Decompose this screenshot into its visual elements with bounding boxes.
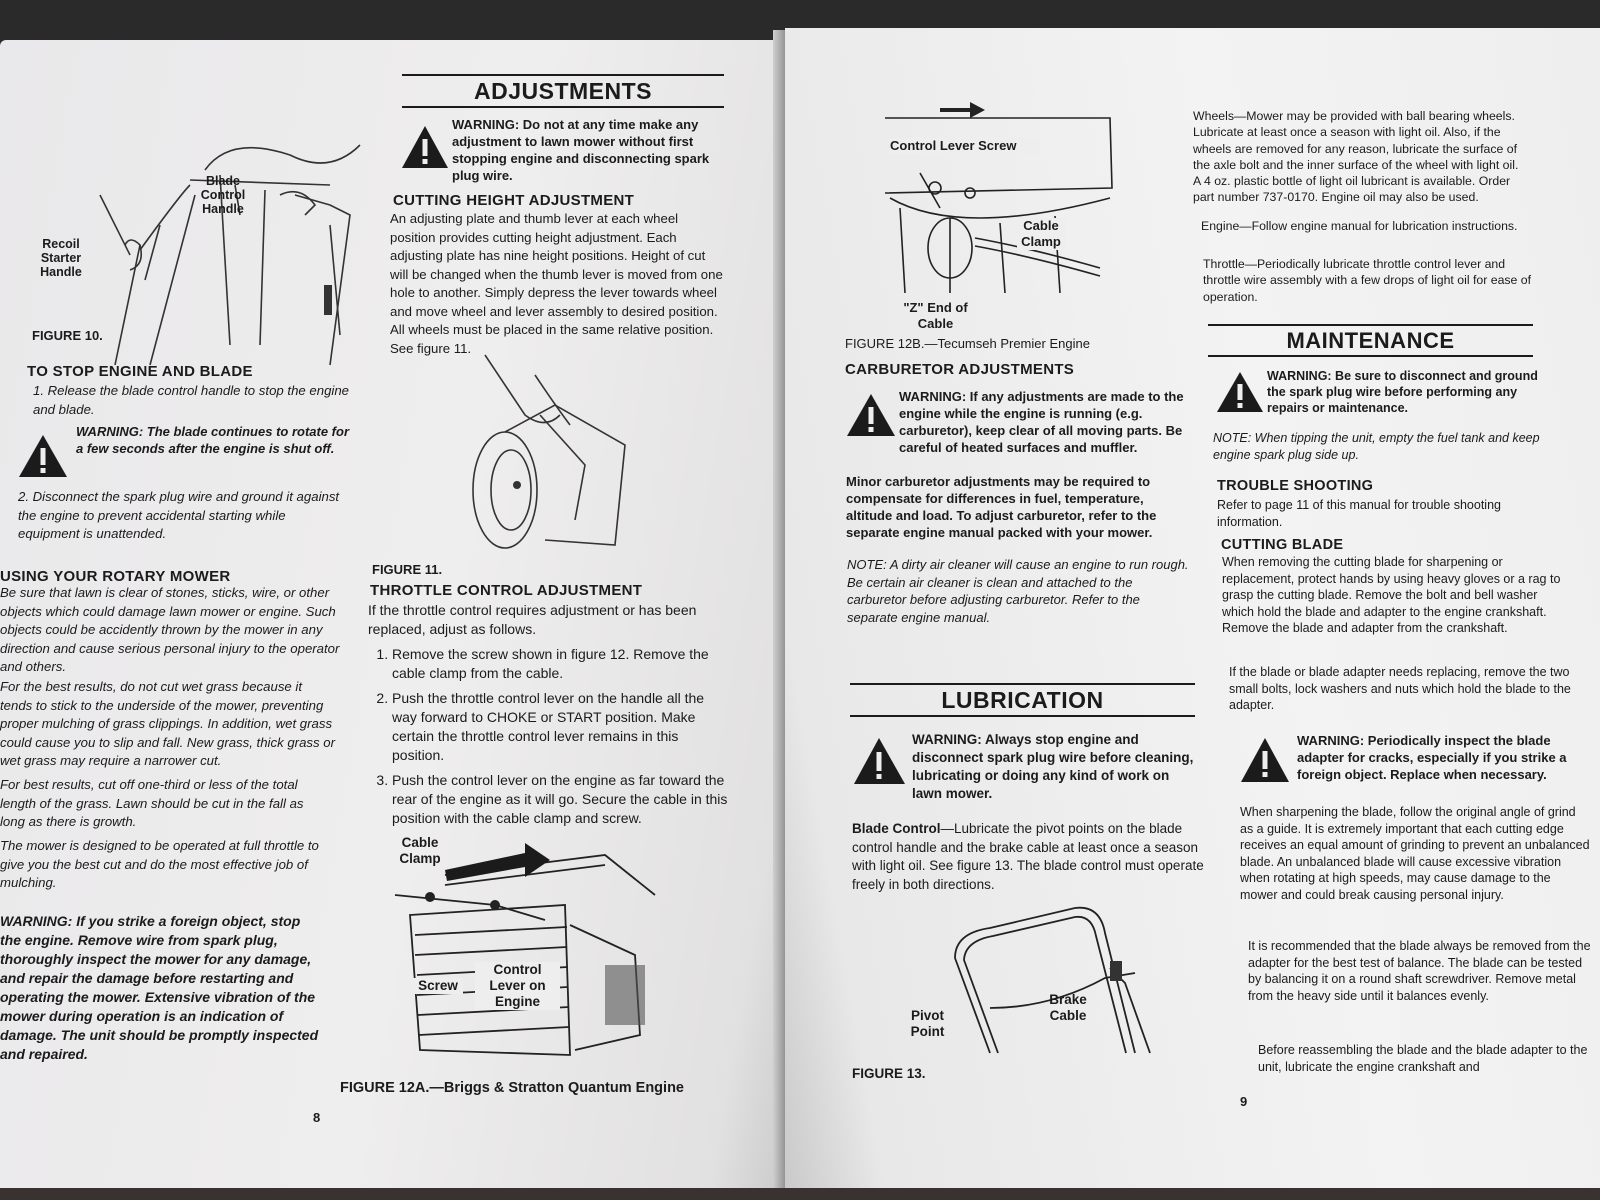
figure-11-caption: FIGURE 11. xyxy=(372,562,443,577)
lubrication-banner: LUBRICATION xyxy=(850,683,1195,717)
carburetor-note: NOTE: A dirty air cleaner will cause an engine to run rough. Be certain air cleaner is clean and attached to the carburetor before adjusting carburetor. Refer to the separate engine manual. xyxy=(847,557,1189,625)
throttle-steps xyxy=(372,645,732,834)
label-control-lever-screw: Control Lever Screw xyxy=(890,138,1040,154)
adjustments-banner: ADJUSTMENTS xyxy=(402,74,724,108)
cutting-blade-paragraph-2: If the blade or blade adapter needs replacing, remove the two small bolts, lock washers and nuts which hold the blade to the adapter. xyxy=(1229,665,1571,712)
arrow-right-icon xyxy=(940,102,985,118)
stop-step-1: 1. Release the blade control handle to stop the engine and blade. xyxy=(33,383,349,417)
throttle-step-2: 2. Push the throttle control lever on the handle all the way forward to CHOKE or START position. Make certain the throttle control lever remains in this position. xyxy=(392,689,732,765)
figure-10-caption: FIGURE 10. xyxy=(32,328,103,343)
rotary-paragraph-1: Be sure that lawn is clear of stones, sticks, wire, or other objects which could damage lawn mower or engine. Such objects could be accidently thrown by the mower in any direction and cause serious personal injury to the operator and others. xyxy=(0,585,340,674)
engine-text: Engine—Follow engine manual for lubrication instructions. xyxy=(1201,219,1518,233)
blade-control-text: —Lubricate the pivot points on the blade control handle and the brake cable at least once a season with light oil. See figure 13. The blade control must operate freely in both directions. xyxy=(852,821,1204,892)
rotary-mower-heading: USING YOUR ROTARY MOWER xyxy=(0,568,231,585)
label-blade-control-handle: Blade Control Handle xyxy=(200,174,246,216)
maintenance-banner: MAINTENANCE xyxy=(1208,324,1533,357)
figure-12a-caption: FIGURE 12A.—Briggs & Stratton Quantum Engine xyxy=(340,1080,684,1096)
adjustments-warning: WARNING: Do not at any time make any adjustment to lawn mower without first stopping engine and disconnecting spark plug wire. xyxy=(452,117,710,183)
figure-13-illustration xyxy=(950,903,1165,1063)
table-surface xyxy=(0,1188,1600,1200)
warning-icon xyxy=(1215,370,1265,414)
carburetor-heading: CARBURETOR ADJUSTMENTS xyxy=(845,361,1075,378)
lubrication-blade-control xyxy=(852,820,1210,894)
maintenance-note: NOTE: When tipping the unit, empty the fuel tank and keep engine spark plug side up. xyxy=(1213,431,1540,462)
throttle-step-1: 1. Remove the screw shown in figure 12. Remove the cable clamp from the cable. xyxy=(392,645,732,683)
stop-warning: WARNING: The blade continues to rotate for a few seconds after the engine is shut off. xyxy=(76,424,350,456)
warning-icon xyxy=(400,124,450,170)
throttle-adjustment-heading: THROTTLE CONTROL ADJUSTMENT xyxy=(370,582,643,599)
throttle-step-3: 3. Push the control lever on the engine as far toward the rear of the engine as it will go. Secure the cable in this position with the cable clamp and screw. xyxy=(392,771,732,828)
handle-lever-icon xyxy=(324,285,332,315)
cutting-height-heading: CUTTING HEIGHT ADJUSTMENT xyxy=(393,192,635,209)
stop-engine-heading: TO STOP ENGINE AND BLADE xyxy=(27,363,253,380)
cutting-blade-paragraph-1: When removing the cutting blade for sharpening or replacement, protect hands by using heavy gloves or a rag to grasp the cutting blade. Remove the bolt and bell washer which hold the blade and adapter to the engine crankshaft. Remove the blade and adapter from the crankshaft. xyxy=(1222,555,1561,635)
page-number-8: 8 xyxy=(313,1110,321,1125)
blade-control-lead: Blade Control xyxy=(852,821,941,836)
rotary-paragraph-3: For best results, cut off one-third or less of the total length of the grass. Lawn should be cut in the fall as long as there is growth. xyxy=(0,777,304,829)
wheels-text: Wheels—Mower may be provided with ball bearing wheels. Lubricate at least once a season with light oil. Also, if the wheels are removed for any reason, lubricate the surface of the axle bolt and the inner surface of the wheel with light oil. A 4 oz. plastic bottle of light oil lubricant is available. Order part number 737-0170. Engine oil may also be used. xyxy=(1193,109,1519,205)
figure-12a-illustration xyxy=(385,835,665,1070)
label-recoil-starter-handle: Recoil Starter Handle xyxy=(40,237,82,279)
cutting-blade-paragraph-4: It is recommended that the blade always be removed from the adapter for the best test of balance. The blade can be tested by balancing it on a round shaft screwdriver. Remove metal from the heavy side until it balances evenly. xyxy=(1248,939,1591,1003)
warning-icon xyxy=(845,392,897,438)
throttle-lubrication-text: Throttle—Periodically lubricate throttle control lever and throttle wire assembly with a few drops of light oil for ease of operation. xyxy=(1203,257,1532,304)
warning-icon xyxy=(852,736,907,786)
rotary-paragraph-2: For the best results, do not cut wet grass because it tends to stick to the underside of the mower, preventing proper mulching of grass clippings. In addition, wet grass could cause you to slip and fall. New grass, thick grass or wet grass may require a narrower cut. xyxy=(0,679,335,768)
right-page xyxy=(785,28,1600,1200)
cutting-blade-paragraph-3: When sharpening the blade, follow the original angle of grind as a guide. It is extremely important that each cutting edge receives an equal amount of grinding to prevent an unbalanced blade. An unbalanced blade will cause excessive vibration when rotating at high speeds, may cause damage to the mower and could break causing personal injury. xyxy=(1240,805,1590,902)
label-cable-clamp: Cable Clamp xyxy=(399,835,441,866)
brake-lever-icon xyxy=(1110,961,1122,981)
left-page xyxy=(0,40,785,1200)
label-control-lever-on-engine: Control Lever on Engine xyxy=(475,962,560,1010)
label-brake-cable: Brake Cable xyxy=(1049,992,1087,1023)
stop-step-2: 2. Disconnect the spark plug wire and ground it against the engine to prevent accidental starting while equipment is unattended. xyxy=(18,489,340,541)
throttle-intro: If the throttle control requires adjustment or has been replaced, adjust as follows. xyxy=(368,602,697,637)
cutting-blade-heading: CUTTING BLADE xyxy=(1221,537,1344,553)
carburetor-warning: WARNING: If any adjustments are made to the engine while the engine is running (e.g. carburetor), keep clear of all moving parts. Be careful of heated surfaces and muffler. xyxy=(899,389,1184,455)
figure-11-illustration xyxy=(465,345,635,555)
cutting-blade-warning: WARNING: Periodically inspect the blade adapter for cracks, especially if you strike a foreign object. Replace when necessary. xyxy=(1297,733,1567,782)
label-z-end-of-cable: "Z" End of Cable xyxy=(903,300,968,331)
trouble-shooting-text: Refer to page 11 of this manual for trouble shooting information. xyxy=(1217,498,1501,529)
cutting-blade-paragraph-5: Before reassembling the blade and the blade adapter to the unit, lubricate the engine crankshaft and xyxy=(1258,1043,1588,1074)
cutting-height-text: An adjusting plate and thumb lever at each wheel position provides cutting height adjustment. Each adjusting plate has nine height positions. Height of cut will be changed when the thumb lever is moved from one hole to another. Simply depress the lever towards wheel and move wheel and lever assembly to desired position. All wheels must be placed in the same relative position. See figure 11. xyxy=(390,211,723,356)
maintenance-warning: WARNING: Be sure to disconnect and ground the spark plug wire before performing any repairs or maintenance. xyxy=(1267,369,1538,415)
page-number-9: 9 xyxy=(1240,1094,1248,1109)
figure-12b-caption: FIGURE 12B.—Tecumseh Premier Engine xyxy=(845,336,1090,351)
label-screw: Screw xyxy=(413,978,463,994)
warning-icon xyxy=(17,433,69,479)
label-pivot-point: Pivot Point xyxy=(910,1008,945,1039)
lubrication-warning: WARNING: Always stop engine and disconnect spark plug wire before cleaning, lubricating or doing any kind of work on lawn mower. xyxy=(912,732,1194,801)
label-cable-clamp-12b: Cable Clamp xyxy=(1017,218,1065,250)
arrow-left-icon xyxy=(445,843,550,881)
warning-icon xyxy=(1239,736,1291,784)
trouble-shooting-heading: TROUBLE SHOOTING xyxy=(1217,478,1374,494)
carburetor-text: Minor carburetor adjustments may be required to compensate for differences in fuel, temperature, altitude and load. To adjust carburetor, refer to the separate engine manual packed with your mower. xyxy=(846,474,1157,540)
rotary-warning: WARNING: If you strike a foreign object, stop the engine. Remove wire from spark plug, thoroughly inspect the mower for any damage, and repair the damage before restarting and operating the mower. Extensive vibration of the mower during operation is an indication of damage. The unit should be promptly inspected and repaired. xyxy=(0,913,319,1062)
figure-12b-illustration xyxy=(880,98,1120,298)
rotary-paragraph-4: The mower is designed to be operated at full throttle to give you the best cut and do the most effective job of mulching. xyxy=(0,838,319,890)
figure-13-caption: FIGURE 13. xyxy=(852,1066,926,1081)
